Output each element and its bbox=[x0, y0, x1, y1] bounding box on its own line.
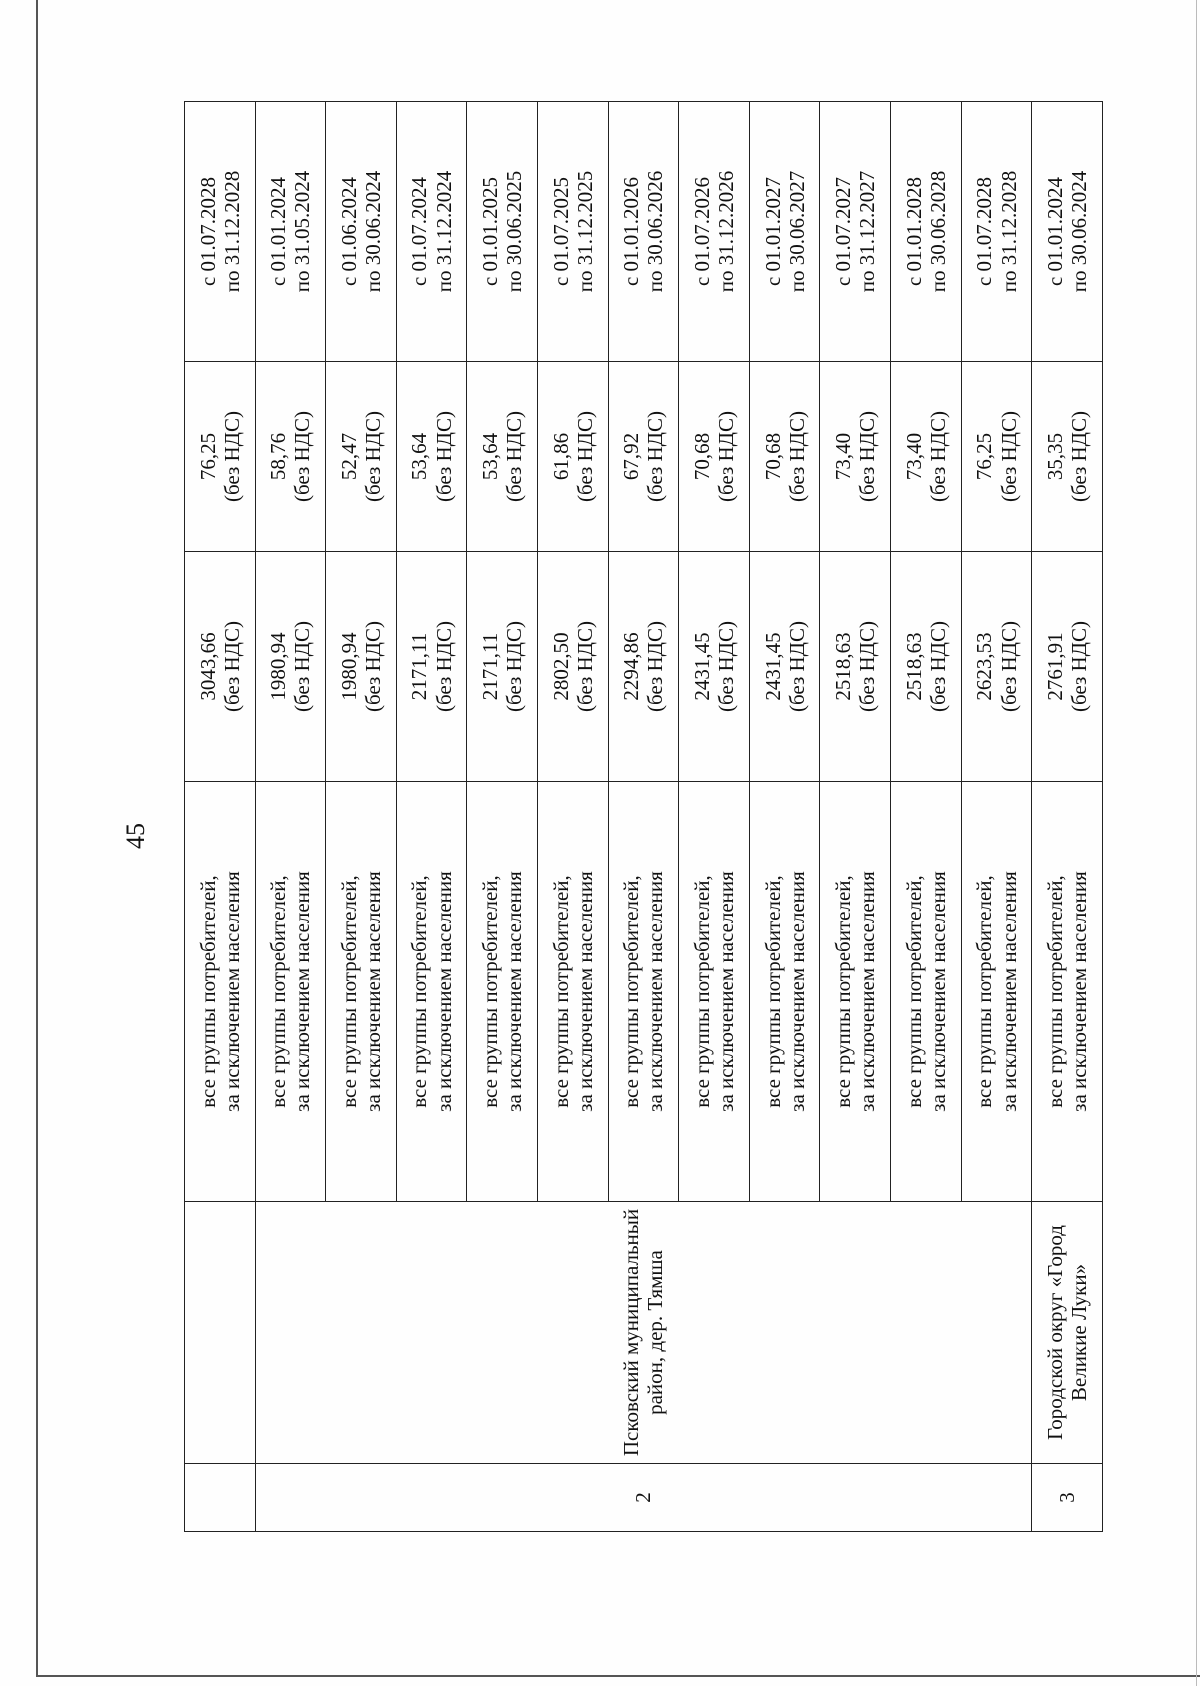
rate-1-cell bbox=[1032, 552, 1103, 782]
section-number: 3 bbox=[1032, 1464, 1103, 1532]
consumer-group-cell bbox=[961, 782, 1032, 1202]
period-line-2: по 31.12.2028 bbox=[219, 170, 244, 293]
period-cell bbox=[891, 102, 962, 362]
period-line-2: по 31.12.2026 bbox=[714, 170, 739, 293]
rate-1-line-1: 2171,11 bbox=[407, 632, 432, 701]
page-number: 45 bbox=[121, 823, 150, 849]
rate-1-line-1: 3043,66 bbox=[195, 632, 220, 701]
consumer-group-line-1: все группы потребителей, bbox=[1042, 875, 1067, 1108]
rate-1-line-2: (без НДС) bbox=[996, 621, 1021, 713]
municipality-name bbox=[185, 1202, 256, 1464]
rate-2-cell bbox=[679, 362, 750, 552]
rate-1-cell bbox=[820, 552, 891, 782]
consumer-group-line-2: за исключением населения bbox=[572, 871, 597, 1112]
rate-2-cell bbox=[185, 362, 256, 552]
consumer-group-cell bbox=[538, 782, 609, 1202]
period-line-1: с 01.07.2028 bbox=[195, 176, 220, 287]
tariff-table bbox=[184, 101, 1103, 1532]
rate-2-cell bbox=[891, 362, 962, 552]
rate-1-line-1: 2623,53 bbox=[972, 632, 997, 701]
period-cell bbox=[255, 102, 326, 362]
rate-1-line-2: (без НДС) bbox=[361, 621, 386, 713]
rate-1-line-1: 2518,63 bbox=[901, 632, 926, 701]
consumer-group-line-2: за исключением населения bbox=[361, 871, 386, 1112]
period-line-1: с 01.07.2024 bbox=[407, 176, 432, 287]
period-line-2: по 30.06.2027 bbox=[784, 170, 809, 293]
consumer-group-cell bbox=[820, 782, 891, 1202]
rate-1-line-2: (без НДС) bbox=[1067, 621, 1092, 713]
rate-1-line-2: (без НДС) bbox=[784, 621, 809, 713]
rate-2-cell bbox=[467, 362, 538, 552]
rate-1-cell bbox=[608, 552, 679, 782]
rate-1-line-2: (без НДС) bbox=[219, 621, 244, 713]
rate-2-line-1: 61,86 bbox=[548, 432, 573, 481]
rate-2-line-1: 52,47 bbox=[336, 432, 361, 481]
consumer-group-line-1: все группы потребителей, bbox=[972, 875, 997, 1108]
period-line-1: с 01.01.2027 bbox=[760, 176, 785, 287]
rate-2-cell bbox=[326, 362, 397, 552]
rate-1-cell bbox=[538, 552, 609, 782]
rate-2-line-2: (без НДС) bbox=[290, 411, 315, 503]
rate-1-line-1: 2431,45 bbox=[689, 632, 714, 701]
period-line-1: с 01.01.2028 bbox=[901, 176, 926, 287]
rate-2-cell bbox=[820, 362, 891, 552]
rate-2-line-2: (без НДС) bbox=[572, 411, 597, 503]
consumer-group-line-1: все группы потребителей, bbox=[619, 875, 644, 1108]
consumer-group-cell bbox=[608, 782, 679, 1202]
consumer-group-line-1: все группы потребителей, bbox=[195, 875, 220, 1108]
period-line-1: с 01.06.2024 bbox=[336, 176, 361, 287]
rate-2-line-2: (без НДС) bbox=[784, 411, 809, 503]
period-line-2: по 31.12.2024 bbox=[431, 170, 456, 293]
rate-1-line-1: 2431,45 bbox=[760, 632, 785, 701]
consumer-group-cell bbox=[891, 782, 962, 1202]
period-line-1: с 01.07.2028 bbox=[972, 176, 997, 287]
consumer-group-line-1: все группы потребителей, bbox=[336, 875, 361, 1108]
rate-1-cell bbox=[961, 552, 1032, 782]
rate-2-line-1: 76,25 bbox=[195, 432, 220, 481]
table-row bbox=[185, 102, 256, 1532]
consumer-group-line-1: все группы потребителей, bbox=[689, 875, 714, 1108]
period-line-2: по 30.06.2025 bbox=[502, 170, 527, 293]
period-line-2: по 31.12.2025 bbox=[572, 170, 597, 293]
rate-2-line-1: 58,76 bbox=[266, 432, 291, 481]
rate-1-cell bbox=[467, 552, 538, 782]
rate-2-cell bbox=[749, 362, 820, 552]
period-line-2: по 30.06.2024 bbox=[361, 170, 386, 293]
period-cell bbox=[1032, 102, 1103, 362]
consumer-group-cell bbox=[467, 782, 538, 1202]
municipality-name: Городской округ «Город Великие Луки» bbox=[1032, 1202, 1103, 1464]
rate-2-line-2: (без НДС) bbox=[431, 411, 456, 503]
consumer-group-line-2: за исключением населения bbox=[1067, 871, 1092, 1112]
period-cell bbox=[679, 102, 750, 362]
consumer-group-line-2: за исключением населения bbox=[643, 871, 668, 1112]
rate-1-line-1: 2294,86 bbox=[619, 632, 644, 701]
consumer-group-line-2: за исключением населения bbox=[290, 871, 315, 1112]
rate-2-cell bbox=[961, 362, 1032, 552]
rate-1-line-1: 2518,63 bbox=[831, 632, 856, 701]
period-line-1: с 01.07.2027 bbox=[831, 176, 856, 287]
section-number: 2 bbox=[255, 1464, 1032, 1532]
rate-2-line-1: 70,68 bbox=[760, 432, 785, 481]
rate-2-cell bbox=[396, 362, 467, 552]
rate-2-cell bbox=[255, 362, 326, 552]
consumer-group-cell bbox=[185, 782, 256, 1202]
rate-2-line-2: (без НДС) bbox=[502, 411, 527, 503]
rate-1-cell bbox=[679, 552, 750, 782]
rate-2-line-1: 67,92 bbox=[619, 432, 644, 481]
rate-2-line-2: (без НДС) bbox=[855, 411, 880, 503]
rate-1-line-1: 2761,91 bbox=[1042, 632, 1067, 701]
rate-1-line-2: (без НДС) bbox=[925, 621, 950, 713]
period-cell bbox=[749, 102, 820, 362]
rate-2-line-2: (без НДС) bbox=[714, 411, 739, 503]
tariff-table-body bbox=[185, 102, 1103, 1532]
rate-1-line-2: (без НДС) bbox=[502, 621, 527, 713]
period-cell bbox=[820, 102, 891, 362]
rate-1-line-2: (без НДС) bbox=[290, 621, 315, 713]
municipality-name: Псковский муниципальный район, дер. Тямша bbox=[255, 1202, 1032, 1464]
period-line-2: по 30.06.2024 bbox=[1067, 170, 1092, 293]
rate-1-line-1: 1980,94 bbox=[266, 632, 291, 701]
period-line-1: с 01.01.2024 bbox=[1042, 176, 1067, 287]
rate-1-cell bbox=[255, 552, 326, 782]
table-row bbox=[255, 102, 326, 1532]
scan-border-right bbox=[1196, 0, 1197, 1686]
period-line-1: с 01.07.2025 bbox=[548, 176, 573, 287]
period-cell bbox=[326, 102, 397, 362]
period-cell bbox=[608, 102, 679, 362]
consumer-group-cell bbox=[396, 782, 467, 1202]
rate-2-line-1: 73,40 bbox=[901, 432, 926, 481]
period-line-2: по 30.06.2026 bbox=[643, 170, 668, 293]
rate-1-line-2: (без НДС) bbox=[572, 621, 597, 713]
period-cell bbox=[467, 102, 538, 362]
consumer-group-cell bbox=[679, 782, 750, 1202]
period-line-1: с 01.01.2025 bbox=[478, 176, 503, 287]
consumer-group-cell bbox=[1032, 782, 1103, 1202]
rate-2-cell bbox=[1032, 362, 1103, 552]
period-line-2: по 31.12.2027 bbox=[855, 170, 880, 293]
consumer-group-line-1: все группы потребителей, bbox=[478, 875, 503, 1108]
period-line-2: по 31.12.2028 bbox=[996, 170, 1021, 293]
period-line-1: с 01.07.2026 bbox=[689, 176, 714, 287]
consumer-group-cell bbox=[255, 782, 326, 1202]
rate-2-line-1: 53,64 bbox=[478, 432, 503, 481]
rate-1-line-1: 1980,94 bbox=[336, 632, 361, 701]
table-row bbox=[1032, 102, 1103, 1532]
rate-1-cell bbox=[185, 552, 256, 782]
scan-border-bottom bbox=[36, 1675, 1200, 1677]
rate-2-line-1: 76,25 bbox=[972, 432, 997, 481]
rate-2-line-2: (без НДС) bbox=[361, 411, 386, 503]
rate-2-line-1: 35,35 bbox=[1042, 432, 1067, 481]
rate-2-line-2: (без НДС) bbox=[1067, 411, 1092, 503]
rate-1-cell bbox=[326, 552, 397, 782]
rate-2-line-2: (без НДС) bbox=[219, 411, 244, 503]
consumer-group-line-2: за исключением населения bbox=[855, 871, 880, 1112]
consumer-group-cell bbox=[326, 782, 397, 1202]
rate-1-line-2: (без НДС) bbox=[643, 621, 668, 713]
section-number bbox=[185, 1464, 256, 1532]
consumer-group-line-1: все группы потребителей, bbox=[266, 875, 291, 1108]
rate-2-line-2: (без НДС) bbox=[925, 411, 950, 503]
consumer-group-line-2: за исключением населения bbox=[219, 871, 244, 1112]
scan-border-left bbox=[36, 0, 38, 1675]
rate-1-line-2: (без НДС) bbox=[714, 621, 739, 713]
rate-2-line-1: 70,68 bbox=[689, 432, 714, 481]
tariff-table-rotated bbox=[184, 102, 1102, 1532]
rate-1-line-1: 2802,50 bbox=[548, 632, 573, 701]
rate-1-line-2: (без НДС) bbox=[855, 621, 880, 713]
period-cell bbox=[396, 102, 467, 362]
consumer-group-line-1: все группы потребителей, bbox=[831, 875, 856, 1108]
period-cell bbox=[538, 102, 609, 362]
period-line-2: по 30.06.2028 bbox=[925, 170, 950, 293]
period-cell bbox=[185, 102, 256, 362]
consumer-group-line-1: все группы потребителей, bbox=[901, 875, 926, 1108]
rate-1-line-1: 2171,11 bbox=[478, 632, 503, 701]
period-line-2: по 31.05.2024 bbox=[290, 170, 315, 293]
consumer-group-line-1: все группы потребителей, bbox=[407, 875, 432, 1108]
period-line-1: с 01.01.2024 bbox=[266, 176, 291, 287]
period-line-1: с 01.01.2026 bbox=[619, 176, 644, 287]
period-cell bbox=[961, 102, 1032, 362]
consumer-group-line-2: за исключением населения bbox=[784, 871, 809, 1112]
consumer-group-line-1: все группы потребителей, bbox=[760, 875, 785, 1108]
consumer-group-cell bbox=[749, 782, 820, 1202]
rate-2-line-2: (без НДС) bbox=[996, 411, 1021, 503]
consumer-group-line-2: за исключением населения bbox=[714, 871, 739, 1112]
rate-2-line-1: 73,40 bbox=[831, 432, 856, 481]
rate-2-cell bbox=[608, 362, 679, 552]
rate-1-line-2: (без НДС) bbox=[431, 621, 456, 713]
rate-2-line-1: 53,64 bbox=[407, 432, 432, 481]
consumer-group-line-2: за исключением населения bbox=[925, 871, 950, 1112]
consumer-group-line-2: за исключением населения bbox=[431, 871, 456, 1112]
consumer-group-line-2: за исключением населения bbox=[502, 871, 527, 1112]
rate-2-line-2: (без НДС) bbox=[643, 411, 668, 503]
rate-1-cell bbox=[891, 552, 962, 782]
rate-2-cell bbox=[538, 362, 609, 552]
rate-1-cell bbox=[749, 552, 820, 782]
rate-1-cell bbox=[396, 552, 467, 782]
consumer-group-line-2: за исключением населения bbox=[996, 871, 1021, 1112]
consumer-group-line-1: все группы потребителей, bbox=[548, 875, 573, 1108]
